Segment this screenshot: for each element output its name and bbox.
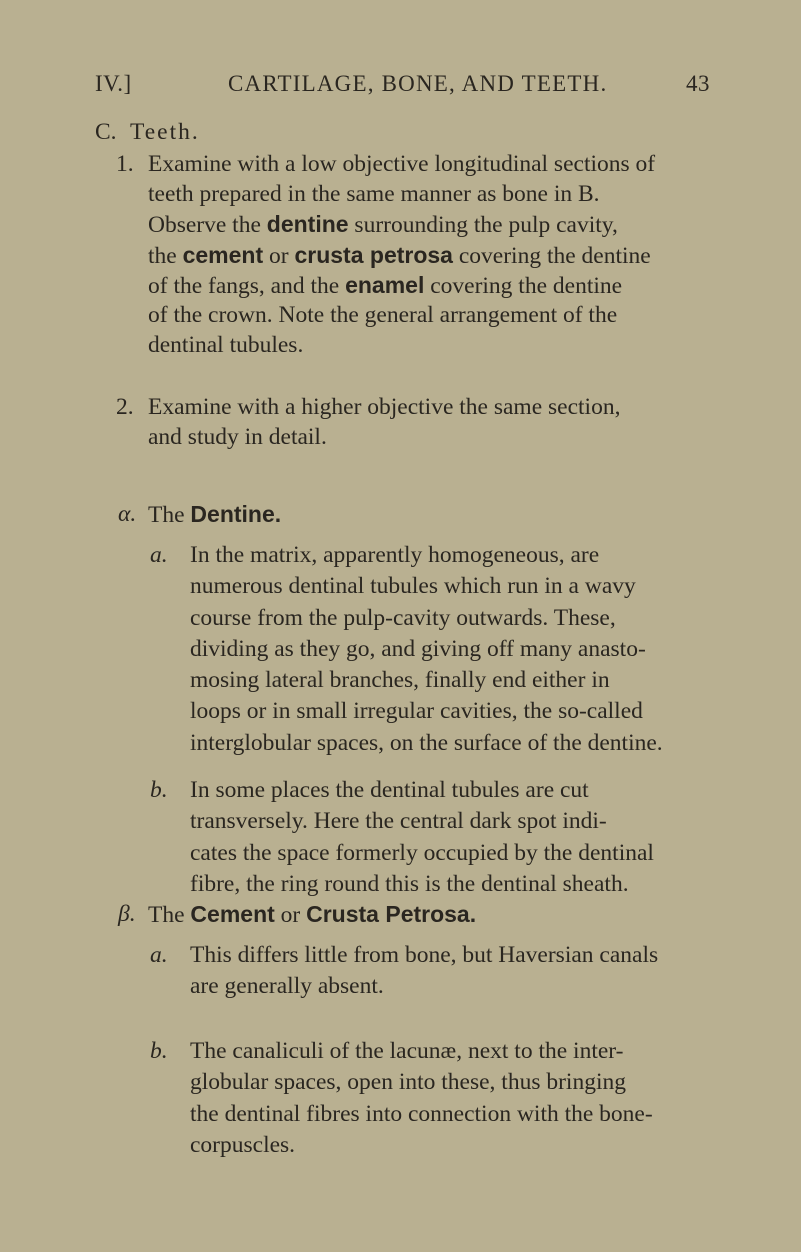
subsection-marker: β. — [118, 901, 136, 927]
subitem-line: fibre, the ring round this is the dentinal sheath. — [190, 870, 629, 897]
running-head-title: CARTILAGE, BONE, AND TEETH. — [228, 71, 608, 96]
section-marker: C. — [95, 119, 117, 145]
item-line: teeth prepared in the same manner as bone in B. — [148, 181, 600, 208]
text-run: Observe the — [148, 212, 267, 239]
subitem-marker: a. — [150, 942, 168, 968]
page-number: 43 — [686, 71, 710, 96]
subitem-line: corpuscles. — [190, 1131, 296, 1158]
subitem-marker: a. — [150, 542, 168, 568]
item-line: Examine with a higher objective the same section, — [148, 394, 621, 420]
heading-bold: Cement — [190, 901, 275, 927]
heading-bold: Crusta Petrosa. — [306, 901, 477, 927]
subitem-line: transversely. Here the central dark spot indi- — [190, 808, 607, 835]
section-title: Teeth. — [130, 119, 200, 145]
text-run: or — [263, 242, 295, 269]
text-run: of the fangs, and the — [148, 272, 346, 299]
text-run: surrounding the pulp cavity, — [348, 212, 618, 239]
subsection-heading — [148, 500, 281, 531]
item-line — [148, 210, 618, 241]
subitem-marker: b. — [150, 777, 168, 803]
item-line: and study in detail. — [148, 423, 327, 450]
subitem-line: are generally absent. — [190, 973, 384, 1000]
text-run: covering the dentine — [452, 242, 651, 269]
subitem-marker: b. — [150, 1038, 168, 1064]
subitem-line: cates the space formerly occupied by the dentinal — [190, 839, 654, 866]
item-number: 2. — [116, 394, 134, 420]
item-number: 1. — [116, 151, 134, 177]
subitem-line: dividing as they go, and giving off many anasto- — [190, 635, 646, 662]
item-line — [148, 271, 622, 302]
heading-plain: The — [148, 902, 191, 928]
heading-plain: The — [148, 502, 191, 528]
item-line: Examine with a low objective longitudinal sections of — [148, 151, 656, 177]
subitem-line: course from the pulp-cavity outwards. These, — [190, 604, 616, 631]
heading-bold: Dentine. — [190, 501, 282, 527]
text-run: covering the dentine — [424, 272, 623, 299]
subitem-line: mosing lateral branches, finally end either in — [190, 667, 610, 694]
bold-term: enamel — [345, 271, 425, 298]
bold-term: dentine — [266, 211, 349, 238]
item-line: dentinal tubules. — [148, 332, 304, 359]
item-line: of the crown. Note the general arrangement of the — [148, 302, 618, 329]
item-line — [148, 241, 651, 272]
subitem-line: globular spaces, open into these, thus bringing — [190, 1069, 626, 1096]
subitem-line: In the matrix, apparently homogeneous, are — [190, 542, 600, 568]
subsection-heading — [148, 900, 476, 931]
subitem-line: loops or in small irregular cavities, the so-called — [190, 698, 643, 725]
subitem-line: In some places the dentinal tubules are cut — [190, 777, 589, 803]
bold-term: crusta petrosa — [294, 241, 453, 268]
subitem-line: the dentinal fibres into connection with the bone- — [190, 1100, 653, 1127]
subitem-line: interglobular spaces, on the surface of the dentine. — [190, 729, 663, 756]
subitem-line: numerous dentinal tubules which run in a wavy — [190, 573, 636, 600]
running-head-section: IV.] — [95, 71, 132, 96]
bold-term: cement — [182, 241, 264, 268]
subitem-line: The canaliculi of the lacunæ, next to the inter- — [190, 1038, 624, 1064]
subitem-line: This differs little from bone, but Haversian canals — [190, 942, 659, 968]
subsection-marker: α. — [118, 501, 137, 527]
heading-plain: or — [274, 902, 307, 928]
text-run: the — [148, 242, 183, 269]
